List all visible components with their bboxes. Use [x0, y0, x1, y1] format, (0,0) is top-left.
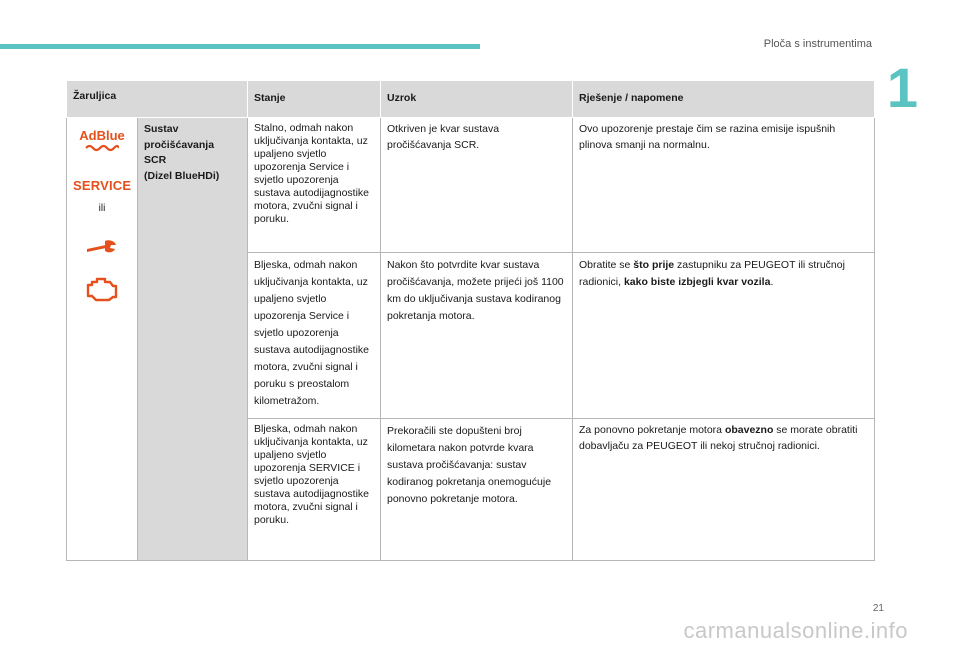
adblue-icon: AdBlue: [79, 128, 125, 143]
warning-lights-table: [66, 80, 875, 561]
state-cell: Bljeska, odmah nakon uključivanja kontakta, uz upaljeno svjetlo upozorenja Service i svjetlo upozorenja sustava autodijagnostike motora, zvučni signal i poruku s preostalom kilometražom.: [248, 253, 381, 419]
warning-icons-cell: [67, 118, 138, 561]
state-cell: Stalno, odmah nakon uključivanja kontakta, uz upaljeno svjetlo upozorenja Service i svjetlo upozorenja sustava autodijagnostike motora, zvučni signal i poruku.: [248, 118, 381, 253]
solution-cell: Ovo upozorenje prestaje čim se razina emisije ispušnih plinova smanji na normalnu.: [573, 118, 875, 253]
adblue-wave-icon: [85, 144, 119, 152]
table-row: [67, 118, 875, 253]
solution-cell: Za ponovno pokretanje motora obavezno se morate obratiti dobavljaču za PEUGEOT ili nekoj stručnoj radionici.: [573, 419, 875, 561]
section-title: Ploča s instrumentima: [763, 38, 872, 50]
solution-cell: Obratite se što prije zastupniku za PEUGEOT ili stručnoj radionici, kako biste izbjegli kvar vozila.: [573, 253, 875, 419]
service-icon: SERVICE: [73, 177, 132, 193]
header-accent-bar: [0, 44, 480, 49]
system-name-cell: Sustav pročišćavanja SCR (Dizel BlueHDi): [138, 118, 248, 561]
col-header-solution: Rješenje / napomene: [573, 81, 875, 118]
watermark: carmanualsonline.info: [683, 618, 908, 643]
or-label: ili: [98, 203, 106, 214]
cause-cell: Nakon što potvrdite kvar sustava pročišćavanja, možete prijeći još 1100 km do uključivanja sustava kodiranog pokretanja motora.: [381, 253, 573, 419]
table-header-row: [67, 81, 875, 118]
col-header-state: Stanje: [248, 81, 381, 118]
col-header-lamp: Žaruljica: [67, 81, 248, 118]
col-header-cause: Uzrok: [381, 81, 573, 118]
cause-cell: Prekoračili ste dopušteni broj kilometara nakon potvrde kvara sustava pročišćavanja: sustav kodiranog pokretanja onemogućuje ponovno pokretanje motora.: [381, 419, 573, 561]
chapter-number: 1: [886, 56, 918, 119]
page-number: 21: [872, 603, 884, 614]
state-cell: Bljeska, odmah nakon uključivanja kontakta, uz upaljeno svjetlo upozorenja SERVICE i svjetlo upozorenja sustava autodijagnostike motora, zvučni signal i poruku.: [248, 419, 381, 561]
wrench-icon: [84, 237, 120, 257]
cause-cell: Otkriven je kvar sustava pročišćavanja SCR.: [381, 118, 573, 253]
engine-icon: [84, 275, 120, 303]
